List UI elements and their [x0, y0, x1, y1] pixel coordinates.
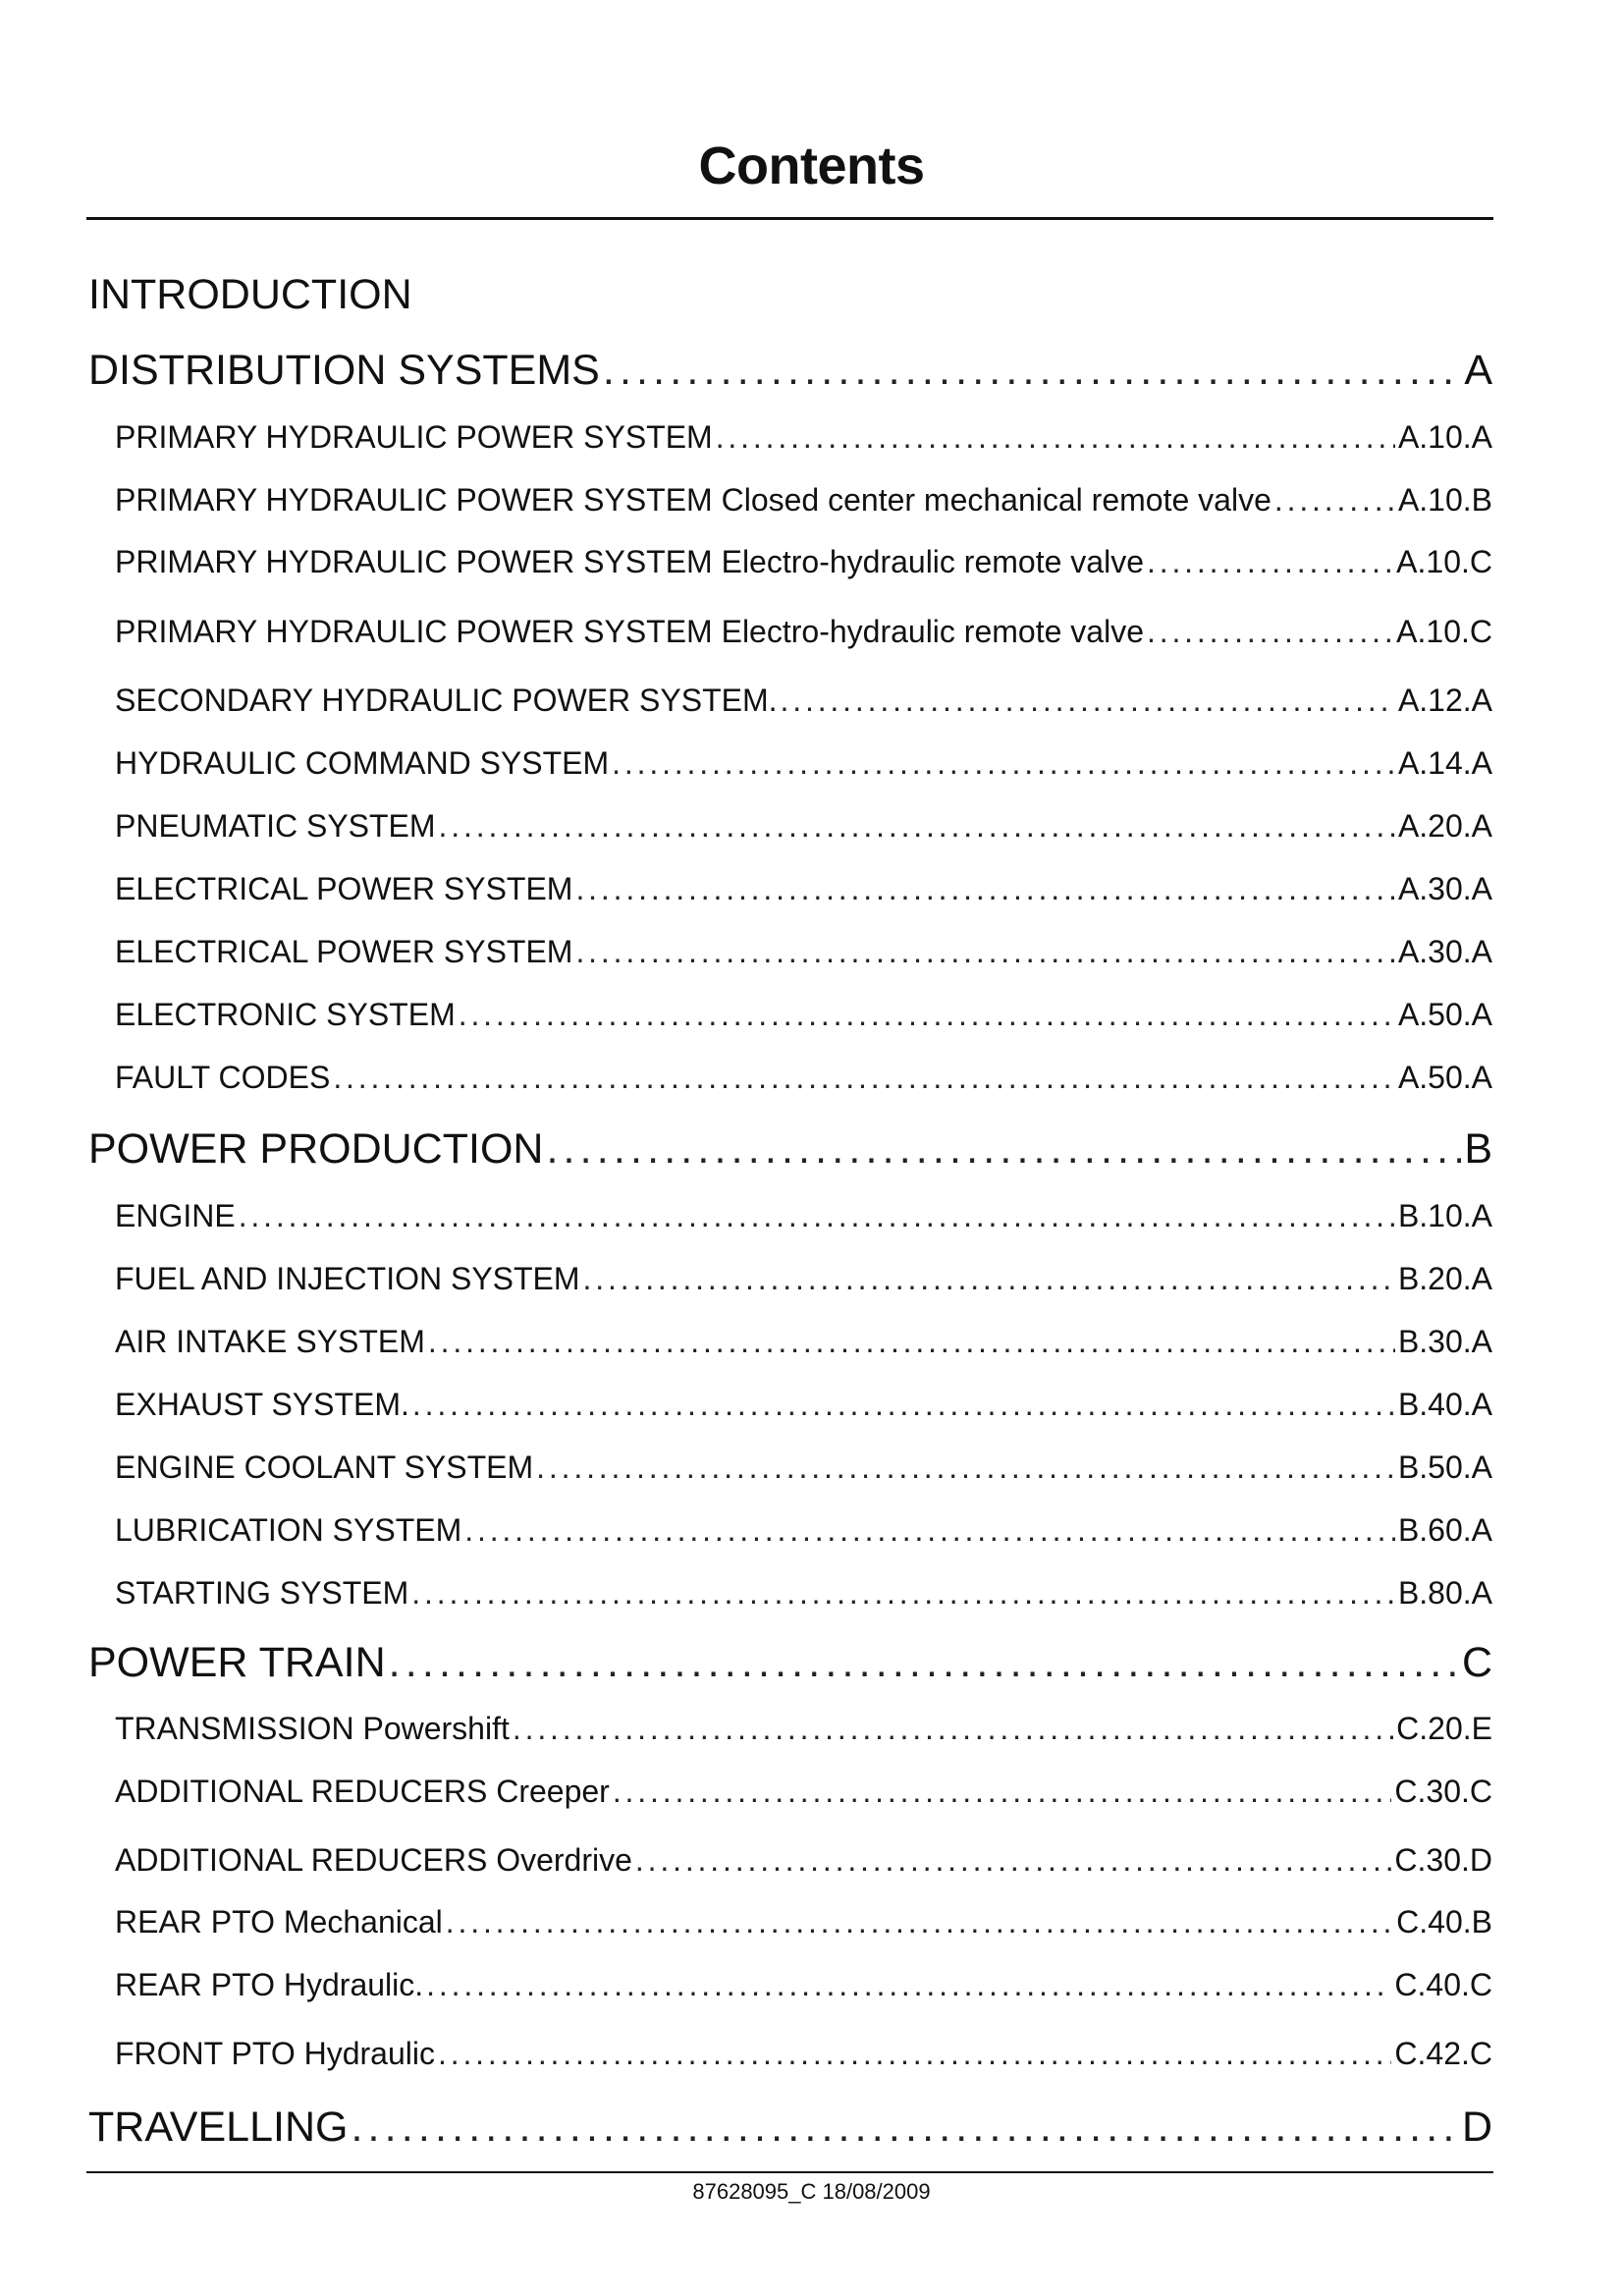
dot-leader: [446, 1901, 1393, 1942]
toc-entry-code: B.20.A: [1397, 1261, 1492, 1296]
toc-entry[interactable]: [115, 541, 1492, 582]
toc-entry-code: B.40.A: [1397, 1387, 1492, 1422]
toc-entry[interactable]: [115, 742, 1492, 784]
toc-entry[interactable]: [115, 1771, 1492, 1812]
toc-entry-code: A.20.A: [1397, 808, 1492, 844]
toc-entry[interactable]: [115, 1964, 1492, 2005]
dot-leader: [412, 1384, 1395, 1425]
toc-entry-label: SECONDARY HYDRAULIC POWER SYSTEM.: [115, 683, 778, 718]
dot-leader: [426, 1964, 1391, 2005]
toc-entry-label: FRONT PTO Hydraulic: [115, 2036, 435, 2071]
dot-leader: [635, 1839, 1392, 1881]
toc-entry-label: LUBRICATION SYSTEM: [115, 1512, 462, 1548]
toc-entry-label: PRIMARY HYDRAULIC POWER SYSTEM Electro-hydraulic remote valve: [115, 614, 1144, 649]
toc-entry-code: B.50.A: [1397, 1449, 1492, 1485]
toc-entry[interactable]: [115, 1321, 1492, 1362]
toc-section-label: DISTRIBUTION SYSTEMS: [88, 347, 600, 394]
dot-leader: [612, 742, 1395, 784]
toc-section-power-production[interactable]: [88, 1121, 1492, 1176]
footer-rule: [86, 2171, 1493, 2173]
toc-entry-label: ELECTRONIC SYSTEM: [115, 997, 456, 1032]
dot-leader: [1147, 611, 1393, 652]
toc-entry-code: A.14.A: [1397, 745, 1492, 781]
dot-leader: [351, 2100, 1458, 2155]
toc-section-label: POWER TRAIN: [88, 1639, 386, 1686]
dot-leader: [428, 1321, 1395, 1362]
toc-entry-label: EXHAUST SYSTEM.: [115, 1387, 409, 1422]
toc-entry[interactable]: [115, 1195, 1492, 1236]
toc-entry-label: FUEL AND INJECTION SYSTEM: [115, 1261, 580, 1296]
toc-entry[interactable]: [115, 1572, 1492, 1613]
toc-entry-code: A.10.C: [1396, 544, 1492, 579]
dot-leader: [716, 416, 1395, 458]
toc-entry-label: REAR PTO Hydraulic.: [115, 1967, 424, 2002]
toc-intro-label: INTRODUCTION: [88, 271, 412, 318]
toc-entry-label: HYDRAULIC COMMAND SYSTEM: [115, 745, 610, 781]
toc-entry-code: A.50.A: [1397, 997, 1492, 1032]
page-footer: 87628095_C 18/08/2009: [692, 2179, 931, 2204]
toc-entry-label: TRANSMISSION Powershift: [115, 1711, 510, 1746]
toc-entry-label: FAULT CODES: [115, 1060, 331, 1095]
toc-entry-code: A.50.A: [1397, 1060, 1492, 1095]
toc-entry[interactable]: [115, 1384, 1492, 1425]
toc-section-code: A: [1464, 347, 1492, 394]
toc-entry[interactable]: [115, 1509, 1492, 1551]
dot-leader: [583, 1258, 1395, 1299]
toc-entry-label: PRIMARY HYDRAULIC POWER SYSTEM: [115, 419, 713, 455]
toc-entry[interactable]: [115, 1901, 1492, 1942]
toc-entry-label: ENGINE COOLANT SYSTEM: [115, 1449, 534, 1485]
toc-entry-label: STARTING SYSTEM: [115, 1575, 409, 1611]
dot-leader: [464, 1509, 1395, 1551]
toc-entry-label: PRIMARY HYDRAULIC POWER SYSTEM Electro-hydraulic remote valve: [115, 544, 1144, 579]
toc-entry-code: C.20.E: [1396, 1711, 1492, 1746]
dot-leader: [575, 868, 1394, 909]
page-title: Contents: [698, 137, 925, 195]
toc-entry-label: REAR PTO Mechanical: [115, 1904, 443, 1940]
toc-entry-label: AIR INTAKE SYSTEM: [115, 1324, 425, 1359]
toc-entry-code: A.10.B: [1397, 482, 1492, 518]
toc-section-distribution-systems[interactable]: [88, 343, 1492, 398]
dot-leader: [439, 805, 1395, 847]
toc-entry-code: C.30.D: [1394, 1842, 1492, 1878]
toc-entry-code: B.30.A: [1397, 1324, 1492, 1359]
toc-entry-code: A.10.C: [1396, 614, 1492, 649]
toc-entry[interactable]: [115, 868, 1492, 909]
toc-section-travelling[interactable]: [88, 2100, 1492, 2155]
toc-entry-label: PNEUMATIC SYSTEM: [115, 808, 436, 844]
toc-section-code: B: [1464, 1125, 1492, 1173]
dot-leader: [389, 1635, 1459, 1690]
toc-entry[interactable]: [115, 680, 1492, 721]
toc-entry[interactable]: [115, 1447, 1492, 1488]
toc-entry-code: C.42.C: [1394, 2036, 1492, 2071]
title-rule: [86, 217, 1493, 220]
toc-entry[interactable]: [115, 479, 1492, 520]
dot-leader: [459, 994, 1395, 1035]
toc-entry[interactable]: [115, 611, 1492, 652]
toc-entry-label: ADDITIONAL REDUCERS Creeper: [115, 1774, 610, 1809]
dot-leader: [239, 1195, 1395, 1236]
toc-entry[interactable]: [115, 1708, 1492, 1749]
dot-leader: [333, 1057, 1395, 1098]
toc-entry-code: A.10.A: [1397, 419, 1492, 455]
toc-section-label: TRAVELLING: [88, 2104, 349, 2151]
dot-leader: [411, 1572, 1395, 1613]
dot-leader: [438, 2033, 1391, 2074]
toc-entry[interactable]: [115, 1057, 1492, 1098]
dot-leader: [575, 931, 1394, 972]
toc-section-code: D: [1461, 2104, 1492, 2151]
toc-entry-label: ENGINE: [115, 1198, 236, 1233]
toc-entry-label: ADDITIONAL REDUCERS Overdrive: [115, 1842, 632, 1878]
toc-entry-code: A.30.A: [1397, 871, 1492, 906]
toc-entry-code: B.60.A: [1397, 1512, 1492, 1548]
toc-entry-code: C.40.B: [1396, 1904, 1492, 1940]
dot-leader: [613, 1771, 1392, 1812]
toc-entry-code: C.40.C: [1394, 1967, 1492, 2002]
toc-entry-code: A.12.A: [1397, 683, 1492, 718]
toc-entry[interactable]: [115, 1839, 1492, 1881]
toc-entry-code: C.30.C: [1394, 1774, 1492, 1809]
dot-leader: [781, 680, 1395, 721]
toc-section-code: C: [1461, 1639, 1492, 1686]
toc-entry-code: B.10.A: [1397, 1198, 1492, 1233]
dot-leader: [536, 1447, 1395, 1488]
toc-entry[interactable]: [115, 1258, 1492, 1299]
dot-leader: [513, 1708, 1393, 1749]
toc-section-label: POWER PRODUCTION: [88, 1125, 544, 1173]
dot-leader: [1274, 479, 1395, 520]
toc-entry[interactable]: [115, 416, 1492, 458]
dot-leader: [603, 343, 1461, 398]
toc-entry-label: PRIMARY HYDRAULIC POWER SYSTEM Closed center mechanical remote valve: [115, 482, 1271, 518]
toc-entry[interactable]: [115, 2033, 1492, 2074]
dot-leader: [1147, 541, 1393, 582]
toc-section-power-train[interactable]: [88, 1635, 1492, 1690]
toc-entry-label: ELECTRICAL POWER SYSTEM: [115, 871, 573, 906]
toc-entry[interactable]: [115, 805, 1492, 847]
toc-entry[interactable]: [115, 994, 1492, 1035]
toc-entry[interactable]: [115, 931, 1492, 972]
toc-intro[interactable]: [88, 267, 1492, 322]
dot-leader: [546, 1121, 1461, 1176]
toc-entry-code: B.80.A: [1397, 1575, 1492, 1611]
toc-entry-label: ELECTRICAL POWER SYSTEM: [115, 934, 573, 969]
toc-entry-code: A.30.A: [1397, 934, 1492, 969]
